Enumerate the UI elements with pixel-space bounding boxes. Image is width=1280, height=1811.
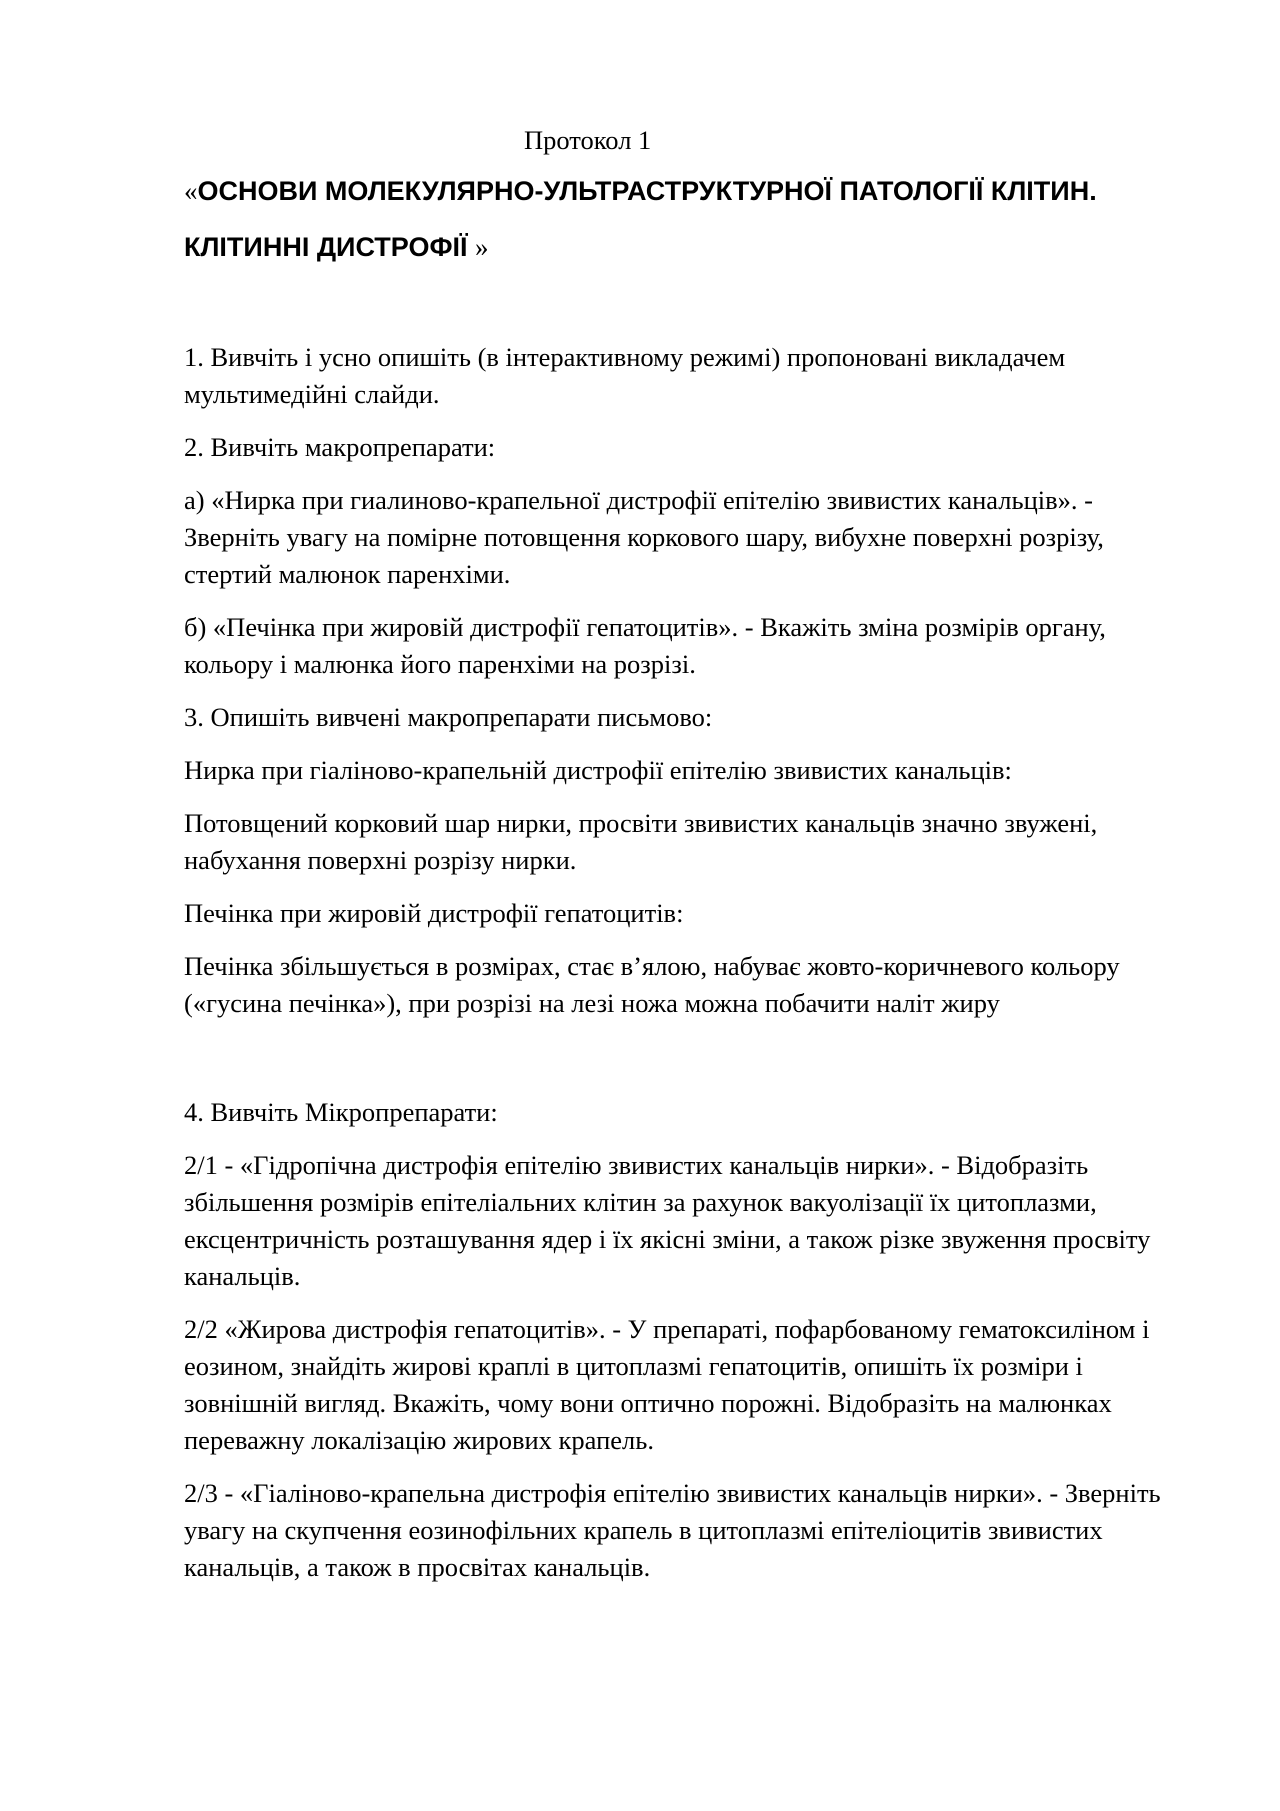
paragraph-2a: а) «Нирка при гиалиново-крапельної дистрофії епітелію звивистих канальців». - Зверніть увагу на помірне потовщення коркового шару, вибухне поверхні розрізу, стертий малюнок паренхіми.	[184, 485, 1104, 589]
close-quote: »	[474, 232, 489, 262]
document-title-line1	[184, 173, 1194, 209]
paragraph-liver-heading: Печінка при жировій дистрофії гепатоцитів:	[184, 898, 684, 928]
blank-gap	[184, 1038, 1194, 1094]
title-text-2: КЛІТИННІ ДИСТРОФІЇ	[184, 232, 475, 262]
paragraph-2: 2. Вивчіть макропрепарати:	[184, 432, 496, 462]
paragraph-liver-description: Печінка збільшується в розмірах, стає в’ялою, набуває жовто-коричневого кольору («гусина печінка»), при розрізі на лезі ножа можна побачити наліт жиру	[184, 951, 1120, 1018]
title-text-1: ОСНОВИ МОЛЕКУЛЯРНО-УЛЬТРАСТРУКТУРНОЇ ПАТОЛОГІЇ КЛІТИН.	[197, 176, 1097, 206]
paragraph-micro-2-1: 2/1 - «Гідропічна дистрофія епітелію звивистих канальців нирки». - Відобразіть збільшення розмірів епітеліальних клітин за рахунок вакуолізації їх цитоплазми, ексцентричність розташування ядер і їх якісні зміни, а також різке звуження просвіту канальців.	[184, 1150, 1151, 1291]
protocol-heading: Протокол 1	[524, 125, 652, 155]
paragraph-micro-2-2: 2/2 «Жирова дистрофія гепатоцитів». - У препараті, пофарбованому гематоксиліном і еозином, знайдіть жирові краплі в цитоплазмі гепатоцитів, опишіть їх розміри і зовнішній вигляд. Вкажіть, чому вони оптично порожні. Відобразіть на малюнках переважну локалізацію жирових крапель.	[184, 1314, 1150, 1455]
paragraph-kidney-description: Потовщений корковий шар нирки, просвіти звивистих канальців значно звужені, набухання поверхні розрізу нирки.	[184, 808, 1098, 875]
document-title-line2	[184, 229, 1194, 265]
paragraph-kidney-heading: Нирка при гіаліново-крапельній дистрофії епітелію звивистих канальців:	[184, 755, 1012, 785]
paragraph-4: 4. Вивчіть Мікропрепарати:	[184, 1097, 498, 1127]
open-quote: «	[184, 176, 198, 206]
paragraph-micro-2-3: 2/3 - «Гіаліново-крапельна дистрофія епітелію звивистих канальців нирки». - Зверніть увагу на скупчення еозинофільних крапель в цитоплазмі епітеліоцитів звивистих канальців, а також в просвітах канальців.	[184, 1478, 1161, 1582]
document-body	[184, 122, 1194, 1602]
paragraph-1: 1. Вивчіть і усно опишіть (в інтерактивному режимі) пропоновані викладачем мультимедійні слайди.	[184, 342, 1066, 409]
paragraph-3: 3. Опишіть вивчені макропрепарати письмово:	[184, 702, 713, 732]
paragraph-2b: б) «Печінка при жировій дистрофії гепатоцитів». - Вкажіть зміна розмірів органу, кольору і малюнка його паренхіми на розрізі.	[184, 612, 1106, 679]
